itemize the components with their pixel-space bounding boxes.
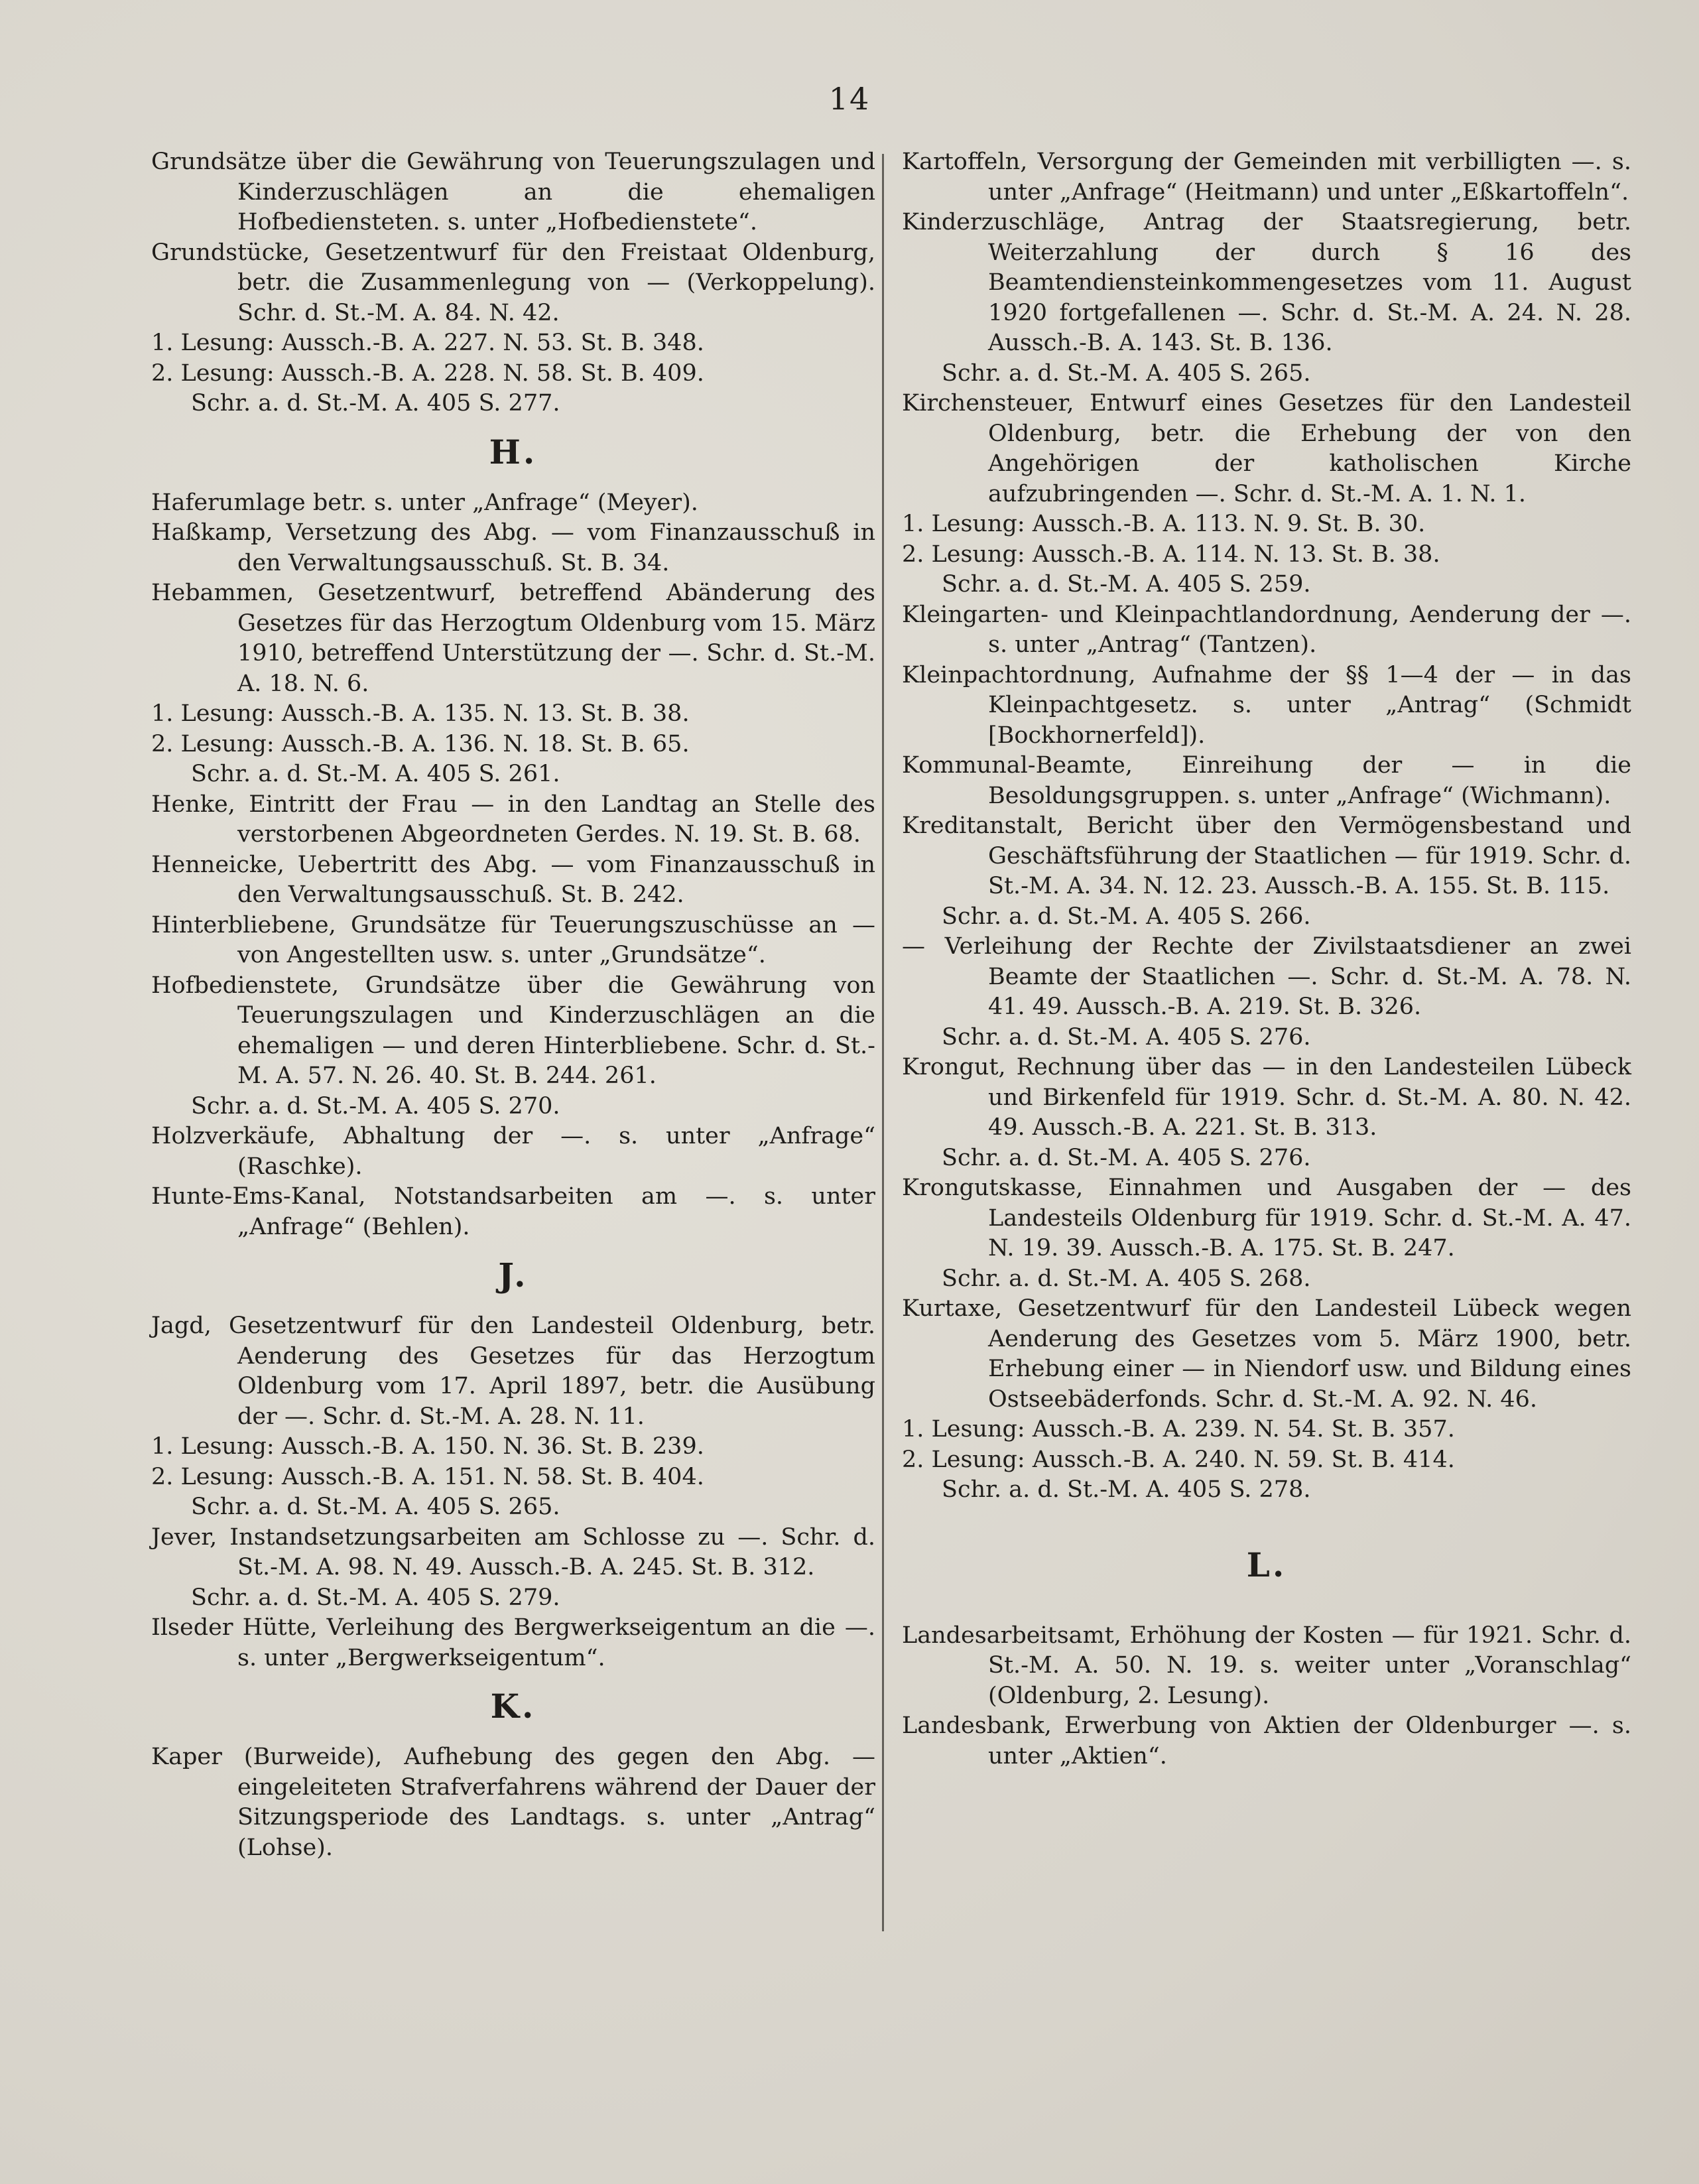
reading-reference: 1. Lesung: Aussch.-B. A. 113. N. 9. St. B. 30. [902, 511, 1426, 537]
index-entry: Kleinpachtordnung, Aufnahme der §§ 1—4 der — in das Kleinpachtgesetz. s. unter „Antrag“ (Schmidt [Bockhornerfeld]). [902, 661, 1631, 749]
report-reference: Schr. a. d. St.-M. A. 405 S. 261. [191, 761, 560, 787]
section-letter-heading: H. [489, 432, 538, 472]
right-column [902, 147, 1631, 1771]
column-divider [882, 154, 884, 1931]
reading-reference: 1. Lesung: Aussch.-B. A. 135. N. 13. St. B. 38. [151, 700, 690, 727]
section-letter-heading: L. [1246, 1545, 1287, 1584]
index-entry: Kartoffeln, Versorgung der Gemeinden mit verbilligten —. s. unter „Anfrage“ (Heitmann) und unter „Eßkartoffeln“. [902, 149, 1631, 206]
index-entry: Holzverkäufe, Abhaltung der —. s. unter „Anfrage“ (Raschke). [151, 1123, 875, 1180]
index-entry: Grundsätze über die Gewährung von Teuerungszulagen und Kinderzuschlägen an die ehemaligen Hofbediensteten. s. unter „Hofbedienstete“. [151, 149, 875, 235]
index-entry: Hofbedienstete, Grundsätze über die Gewährung von Teuerungszulagen und Kinderzuschlägen an die ehemaligen — und deren Hinterbliebene. Schr. d. St.-M. A. 57. N. 26. 40. St. B. 244. 261. [151, 972, 875, 1089]
index-entry: Landesarbeitsamt, Erhöhung der Kosten — für 1921. Schr. d. St.-M. A. 50. N. 19. s. weiter unter „Voranschlag“ (Oldenburg, 2. Lesung). [902, 1622, 1631, 1709]
report-reference: Schr. a. d. St.-M. A. 405 S. 276. [942, 1144, 1311, 1171]
index-entry: Kommunal-Beamte, Einreihung der — in die Besoldungsgruppen. s. unter „Anfrage“ (Wichmann). [902, 752, 1631, 809]
reading-reference: 2. Lesung: Aussch.-B. A. 240. N. 59. St. B. 414. [902, 1446, 1455, 1473]
report-reference: Schr. a. d. St.-M. A. 405 S. 278. [942, 1476, 1311, 1503]
index-entry: Henke, Eintritt der Frau — in den Landtag an Stelle des verstorbenen Abgeordneten Gerdes. N. 19. St. B. 68. [151, 791, 875, 848]
index-entry: Kirchensteuer, Entwurf eines Gesetzes für den Landesteil Oldenburg, betr. die Erhebung der von den Angehörigen der katholischen Kirche aufzubringenden —. Schr. d. St.-M. A. 1. N. 1. [902, 390, 1631, 507]
reading-reference: 1. Lesung: Aussch.-B. A. 150. N. 36. St. B. 239. [151, 1433, 704, 1460]
reading-reference: 2. Lesung: Aussch.-B. A. 136. N. 18. St. B. 65. [151, 730, 690, 757]
report-reference: Schr. a. d. St.-M. A. 405 S. 279. [191, 1584, 560, 1611]
index-entry: Hinterbliebene, Grundsätze für Teuerungszuschüsse an — von Angestellten usw. s. unter „Grundsätze“. [151, 911, 875, 968]
report-reference: Schr. a. d. St.-M. A. 405 S. 259. [942, 571, 1311, 598]
section-letter-heading: K. [490, 1687, 536, 1726]
index-entry: Hebammen, Gesetzentwurf, betreffend Abänderung des Gesetzes für das Herzogtum Oldenburg vom 15. März 1910, betreffend Unterstützung der —. Schr. d. St.-M. A. 18. N. 6. [151, 580, 875, 697]
index-entry: Jagd, Gesetzentwurf für den Landesteil Oldenburg, betr. Aenderung des Gesetzes für das Herzogtum Oldenburg vom 17. April 1897, betr. die Ausübung der —. Schr. d. St.-M. A. 28. N. 11. [151, 1313, 875, 1430]
reading-reference: 2. Lesung: Aussch.-B. A. 114. N. 13. St. B. 38. [902, 541, 1440, 568]
report-reference: Schr. a. d. St.-M. A. 405 S. 266. [942, 903, 1311, 930]
index-entry: Krongut, Rechnung über das — in den Landesteilen Lübeck und Birkenfeld für 1919. Schr. d. St.-M. A. 80. N. 42. 49. Aussch.-B. A. 221. St. B. 313. [902, 1054, 1631, 1141]
index-entry: Henneicke, Uebertritt des Abg. — vom Finanzausschuß in den Verwaltungsausschuß. St. B. 242. [151, 851, 875, 908]
page-number: 14 [828, 81, 871, 117]
report-reference: Schr. a. d. St.-M. A. 405 S. 277. [191, 390, 560, 417]
reading-reference: 1. Lesung: Aussch.-B. A. 239. N. 54. St. B. 357. [902, 1416, 1455, 1443]
index-entry: Landesbank, Erwerbung von Aktien der Oldenburger —. s. unter „Aktien“. [902, 1712, 1631, 1769]
report-reference: Schr. a. d. St.-M. A. 405 S. 270. [191, 1092, 560, 1120]
left-column [151, 147, 875, 1863]
index-entry: Kurtaxe, Gesetzentwurf für den Landesteil Lübeck wegen Aenderung des Gesetzes vom 5. März 1900, betr. Erhebung einer — in Niendorf usw. und Bildung eines Ostseebäderfonds. Schr. d. St.-M. A. 92. N. 46. [902, 1295, 1631, 1413]
report-reference: Schr. a. d. St.-M. A. 405 S. 265. [191, 1494, 560, 1520]
index-entry: Kreditanstalt, Bericht über den Vermögensbestand und Geschäftsführung der Staatlichen — für 1919. Schr. d. St.-M. A. 34. N. 12. 23. Aussch.-B. A. 155. St. B. 115. [902, 812, 1631, 899]
reading-reference: 2. Lesung: Aussch.-B. A. 228. N. 58. St. B. 409. [151, 359, 704, 387]
report-reference: Schr. a. d. St.-M. A. 405 S. 265. [942, 359, 1311, 387]
section-letter-heading: J. [498, 1255, 529, 1295]
reading-reference: 1. Lesung: Aussch.-B. A. 227. N. 53. St. B. 348. [151, 330, 704, 356]
report-reference: Schr. a. d. St.-M. A. 405 S. 276. [942, 1023, 1311, 1051]
index-entry: Haferumlage betr. s. unter „Anfrage“ (Meyer). [151, 489, 698, 516]
report-reference: Schr. a. d. St.-M. A. 405 S. 268. [942, 1265, 1311, 1292]
index-entry: — Verleihung der Rechte der Zivilstaatsdiener an zwei Beamte der Staatlichen —. Schr. d. St.-M. A. 78. N. 41. 49. Aussch.-B. A. 219. St. B. 326. [902, 933, 1631, 1020]
index-entry: Ilseder Hütte, Verleihung des Bergwerkseigentum an die —. s. unter „Bergwerkseigentum“. [151, 1614, 875, 1671]
index-entry: Krongutskasse, Einnahmen und Ausgaben der — des Landesteils Oldenburg für 1919. Schr. d. St.-M. A. 47. N. 19. 39. Aussch.-B. A. 175. St. B. 247. [902, 1175, 1631, 1261]
index-entry: Kinderzuschläge, Antrag der Staatsregierung, betr. Weiterzahlung der durch § 16 des Beamtendiensteinkommengesetzes vom 11. August 1920 fortgefallenen —. Schr. d. St.-M. A. 24. N. 28. Aussch.-B. A. 143. St. B. 136. [902, 209, 1631, 356]
index-entry: Haßkamp, Versetzung des Abg. — vom Finanzausschuß in den Verwaltungsausschuß. St. B. 34. [151, 519, 875, 576]
index-entry: Hunte-Ems-Kanal, Notstandsarbeiten am —. s. unter „Anfrage“ (Behlen). [151, 1183, 875, 1240]
reading-reference: 2. Lesung: Aussch.-B. A. 151. N. 58. St. B. 404. [151, 1463, 704, 1490]
index-entry: Kleingarten- und Kleinpachtlandordnung, Aenderung der —. s. unter „Antrag“ (Tantzen). [902, 601, 1631, 658]
index-entry: Jever, Instandsetzungsarbeiten am Schlosse zu —. Schr. d. St.-M. A. 98. N. 49. Aussch.-B. A. 245. St. B. 312. [151, 1523, 875, 1580]
index-entry: Kaper (Burweide), Aufhebung des gegen den Abg. — eingeleiteten Strafverfahrens während der Dauer der Sitzungsperiode des Landtags. s. unter „Antrag“ (Lohse). [151, 1744, 875, 1861]
index-entry: Grundstücke, Gesetzentwurf für den Freistaat Oldenburg, betr. die Zusammenlegung von — (Verkoppelung). Schr. d. St.-M. A. 84. N. 42. [151, 239, 875, 326]
